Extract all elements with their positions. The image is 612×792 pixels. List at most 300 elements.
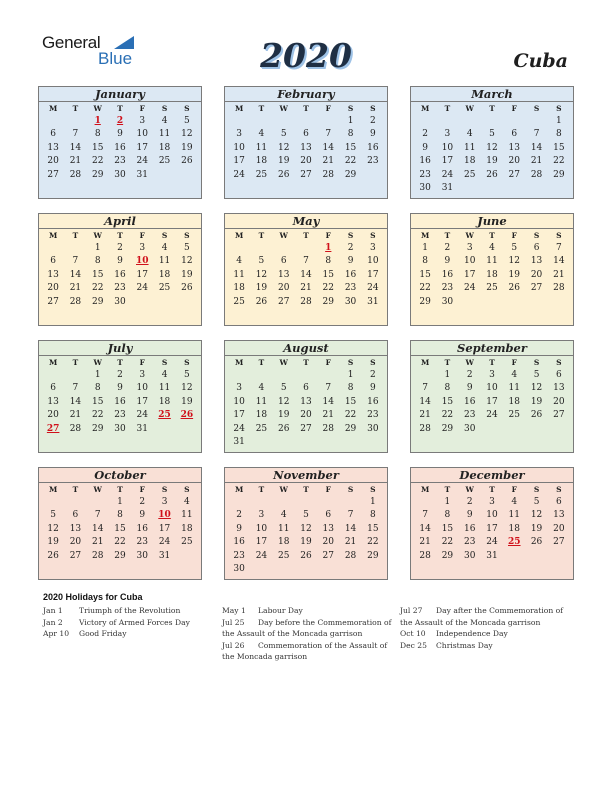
day-cell: 2 <box>347 243 354 253</box>
day-cell: 18 <box>508 396 520 407</box>
day-cell: 8 <box>347 383 354 394</box>
day-cell: 15 <box>553 142 565 153</box>
day-cell: 16 <box>114 396 126 407</box>
day-cell: 28 <box>322 423 334 434</box>
weekday-header: T <box>489 231 495 240</box>
month-days-grid <box>225 483 387 576</box>
day-cell: 10 <box>136 383 148 394</box>
holiday-date: Oct 10 <box>400 629 426 638</box>
day-cell: 20 <box>69 537 82 548</box>
day-cell: 6 <box>533 243 540 253</box>
empty-cell <box>228 115 250 128</box>
weekday-header: T <box>489 358 495 367</box>
weekday-header: T <box>489 104 495 113</box>
day-cell: 29 <box>91 423 104 434</box>
weekday-header: W <box>465 104 474 113</box>
month-may <box>224 213 388 326</box>
day-cell: 24 <box>136 156 148 167</box>
weekday-header: F <box>325 485 331 494</box>
day-cell: 5 <box>183 370 190 380</box>
day-cell: 8 <box>325 256 332 267</box>
holiday-day-cell: 1 <box>94 116 101 126</box>
weekday-header: T <box>72 485 79 494</box>
weekday-header: T <box>303 485 309 494</box>
weekday-header: S <box>370 231 376 240</box>
day-cell: 19 <box>181 269 193 280</box>
day-cell: 1 <box>347 116 354 126</box>
day-cell: 1 <box>422 243 428 253</box>
day-cell: 23 <box>419 169 431 180</box>
month-days-grid <box>411 356 573 436</box>
day-cell: 15 <box>344 396 357 407</box>
holiday-day-cell: 25 <box>508 537 521 548</box>
holiday-item <box>400 628 570 640</box>
weekday-header: T <box>444 231 451 240</box>
day-cell: 5 <box>511 243 518 253</box>
day-cell: 30 <box>114 169 126 180</box>
day-cell: 28 <box>530 169 543 180</box>
day-cell: 28 <box>553 283 565 294</box>
day-cell: 23 <box>463 537 476 548</box>
day-cell: 22 <box>344 410 357 421</box>
month-days-grid <box>39 356 201 436</box>
day-cell: 13 <box>322 523 334 534</box>
month-march <box>410 86 574 199</box>
holiday-date: Jul 25 <box>222 617 245 627</box>
day-cell: 5 <box>183 116 190 126</box>
weekday-header: F <box>511 358 517 367</box>
holiday-column <box>43 605 213 640</box>
weekday-header: S <box>161 231 168 240</box>
day-cell: 26 <box>47 550 59 561</box>
day-cell: 28 <box>69 169 82 180</box>
day-cell: 17 <box>136 142 148 153</box>
day-cell: 31 <box>158 550 171 561</box>
day-cell: 19 <box>47 537 59 548</box>
empty-cell <box>273 242 295 255</box>
weekday-header: S <box>533 104 540 113</box>
day-cell: 28 <box>69 423 82 434</box>
day-cell: 18 <box>486 269 498 280</box>
empty-cell <box>250 115 272 128</box>
day-cell: 26 <box>181 283 193 294</box>
day-cell: 21 <box>69 410 82 421</box>
empty-cell <box>436 115 458 128</box>
day-cell: 7 <box>555 243 562 253</box>
day-cell: 4 <box>161 243 168 253</box>
day-cell: 26 <box>530 410 543 421</box>
day-cell: 2 <box>117 243 123 253</box>
empty-cell <box>273 496 295 509</box>
weekday-header: M <box>420 358 430 367</box>
day-cell: 28 <box>419 550 431 561</box>
empty-cell <box>414 369 436 382</box>
weekday-header: T <box>258 485 265 494</box>
day-cell: 20 <box>47 410 59 421</box>
holiday-item <box>222 640 392 663</box>
weekday-header: M <box>420 104 430 113</box>
day-cell: 30 <box>344 296 357 307</box>
day-cell: 31 <box>136 423 148 434</box>
month-title: January <box>39 87 201 102</box>
day-cell: 9 <box>117 129 123 140</box>
day-cell: 6 <box>280 256 287 267</box>
holiday-name: Commemoration of the Assault of the Moncada garrison <box>222 640 388 661</box>
weekday-header: S <box>556 358 562 367</box>
day-cell: 20 <box>553 523 565 534</box>
day-cell: 3 <box>258 510 265 521</box>
day-cell: 30 <box>441 296 454 307</box>
weekday-header: M <box>234 485 244 494</box>
weekday-header: S <box>556 485 562 494</box>
day-cell: 19 <box>255 283 268 294</box>
day-cell: 9 <box>347 256 354 267</box>
day-cell: 4 <box>236 256 242 267</box>
weekday-header: S <box>161 104 168 113</box>
day-cell: 19 <box>486 156 498 167</box>
day-cell: 12 <box>300 523 312 534</box>
holiday-item <box>43 605 213 617</box>
day-cell: 21 <box>530 156 543 167</box>
month-december <box>410 467 574 580</box>
day-cell: 20 <box>300 410 312 421</box>
day-cell: 6 <box>511 129 518 140</box>
day-cell: 11 <box>463 142 476 153</box>
day-cell: 3 <box>466 243 473 253</box>
empty-cell <box>42 496 64 509</box>
weekday-header: S <box>184 104 190 113</box>
day-cell: 5 <box>533 497 540 507</box>
month-july <box>38 340 202 453</box>
month-april <box>38 213 202 326</box>
day-cell: 21 <box>553 269 565 280</box>
holiday-name: Victory of Armed Forces Day <box>79 617 190 627</box>
empty-cell <box>295 496 317 509</box>
month-june <box>410 213 574 326</box>
empty-cell <box>339 496 361 509</box>
day-cell: 9 <box>422 142 428 153</box>
day-cell: 8 <box>94 256 101 267</box>
day-cell: 4 <box>489 243 495 253</box>
day-cell: 15 <box>367 523 379 534</box>
day-cell: 21 <box>344 537 357 548</box>
empty-cell <box>42 369 64 382</box>
day-cell: 8 <box>347 129 354 140</box>
day-cell: 8 <box>94 129 101 140</box>
weekday-header: F <box>511 104 517 113</box>
day-cell: 25 <box>277 550 290 561</box>
day-cell: 9 <box>369 129 376 140</box>
day-cell: 10 <box>463 256 476 267</box>
day-cell: 27 <box>530 283 543 294</box>
day-cell: 20 <box>300 156 312 167</box>
day-cell: 22 <box>91 156 104 167</box>
weekday-header: W <box>279 485 288 494</box>
weekday-header: S <box>161 485 168 494</box>
day-cell: 27 <box>69 550 82 561</box>
weekday-header: W <box>93 485 102 494</box>
day-cell: 27 <box>553 537 565 548</box>
weekday-header: F <box>325 358 331 367</box>
day-cell: 19 <box>181 396 193 407</box>
weekday-header: S <box>347 358 354 367</box>
day-cell: 10 <box>233 142 245 153</box>
month-title: August <box>225 341 387 356</box>
day-cell: 6 <box>303 383 309 394</box>
month-title: April <box>39 214 201 229</box>
day-cell: 28 <box>419 423 431 434</box>
day-cell: 9 <box>236 523 242 534</box>
day-cell: 25 <box>255 423 268 434</box>
day-cell: 28 <box>322 169 334 180</box>
weekday-header: M <box>420 485 430 494</box>
day-cell: 30 <box>463 423 476 434</box>
day-cell: 20 <box>47 156 59 167</box>
holiday-name: Day before the Commemoration of the Assault of the Moncada garrison <box>222 617 392 638</box>
day-cell: 7 <box>422 383 428 394</box>
day-cell: 17 <box>233 156 245 167</box>
empty-cell <box>295 242 317 255</box>
weekday-header: F <box>139 231 145 240</box>
day-cell: 29 <box>91 169 104 180</box>
day-cell: 24 <box>441 169 454 180</box>
day-cell: 11 <box>233 269 245 280</box>
weekday-header: S <box>184 231 190 240</box>
day-cell: 19 <box>300 537 312 548</box>
day-cell: 7 <box>533 129 540 140</box>
day-cell: 25 <box>463 169 476 180</box>
day-cell: 3 <box>236 383 242 394</box>
day-cell: 6 <box>325 510 332 521</box>
day-cell: 14 <box>300 269 312 280</box>
weekday-header: W <box>93 231 102 240</box>
day-cell: 21 <box>300 283 312 294</box>
day-cell: 5 <box>489 129 495 140</box>
weekday-header: T <box>258 231 265 240</box>
day-cell: 16 <box>419 156 431 167</box>
day-cell: 3 <box>489 497 495 507</box>
empty-cell <box>317 496 339 509</box>
weekday-header: T <box>303 358 309 367</box>
weekday-header: W <box>465 358 474 367</box>
day-cell: 29 <box>419 296 431 307</box>
day-cell: 2 <box>369 370 376 380</box>
weekday-header: S <box>370 358 376 367</box>
day-cell: 8 <box>422 256 428 267</box>
day-cell: 25 <box>181 537 193 548</box>
day-cell: 7 <box>347 510 354 521</box>
day-cell: 21 <box>69 283 82 294</box>
day-cell: 16 <box>463 396 476 407</box>
day-cell: 31 <box>367 296 379 307</box>
weekday-header: S <box>533 485 540 494</box>
day-cell: 17 <box>441 156 454 167</box>
weekday-header: W <box>465 485 474 494</box>
day-cell: 11 <box>508 383 520 394</box>
day-cell: 31 <box>486 550 498 561</box>
holiday-item <box>43 628 213 640</box>
day-cell: 2 <box>466 497 473 507</box>
day-cell: 12 <box>47 523 59 534</box>
weekday-header: S <box>533 231 540 240</box>
day-cell: 29 <box>344 169 357 180</box>
day-cell: 7 <box>94 510 101 521</box>
day-cell: 16 <box>114 142 126 153</box>
holiday-name: Triumph of the Revolution <box>79 606 181 615</box>
day-cell: 20 <box>553 396 565 407</box>
day-cell: 24 <box>255 550 268 561</box>
weekday-header: T <box>258 358 265 367</box>
day-cell: 4 <box>161 370 168 380</box>
day-cell: 21 <box>419 537 431 548</box>
day-cell: 23 <box>463 410 476 421</box>
weekday-header: T <box>72 104 79 113</box>
day-cell: 6 <box>50 256 56 267</box>
weekday-header: S <box>533 358 540 367</box>
weekday-header: M <box>48 358 58 367</box>
day-cell: 13 <box>508 142 520 153</box>
weekday-header: S <box>184 485 190 494</box>
day-cell: 6 <box>50 383 56 394</box>
weekday-header: F <box>139 358 145 367</box>
holiday-date: Jul 26 <box>222 640 245 650</box>
day-cell: 15 <box>441 396 454 407</box>
day-cell: 11 <box>158 129 171 140</box>
holiday-day-cell: 2 <box>116 116 124 126</box>
day-cell: 3 <box>139 243 146 253</box>
day-cell: 12 <box>530 383 543 394</box>
day-cell: 4 <box>511 370 518 380</box>
day-cell: 11 <box>277 523 290 534</box>
weekday-header: M <box>48 104 58 113</box>
weekday-header: F <box>139 104 145 113</box>
month-title: October <box>39 468 201 483</box>
day-cell: 22 <box>322 283 334 294</box>
day-cell: 3 <box>369 243 376 253</box>
weekday-header: M <box>234 104 244 113</box>
day-cell: 23 <box>441 283 454 294</box>
holidays-heading: 2020 Holidays for Cuba <box>43 592 143 602</box>
day-cell: 13 <box>300 396 312 407</box>
day-cell: 7 <box>422 510 428 521</box>
holiday-date: Apr 10 <box>43 629 70 638</box>
day-cell: 15 <box>344 142 357 153</box>
empty-cell <box>503 115 525 128</box>
day-cell: 20 <box>322 537 334 548</box>
day-cell: 25 <box>508 410 520 421</box>
holiday-item <box>222 617 392 640</box>
day-cell: 8 <box>444 383 451 394</box>
day-cell: 17 <box>136 396 148 407</box>
day-cell: 30 <box>114 296 126 307</box>
day-cell: 24 <box>367 283 379 294</box>
holiday-name: Independence Day <box>436 629 508 638</box>
day-cell: 26 <box>277 169 290 180</box>
day-cell: 23 <box>136 537 148 548</box>
day-cell: 1 <box>369 497 376 507</box>
day-cell: 11 <box>181 510 193 521</box>
day-cell: 9 <box>444 256 451 267</box>
month-title: May <box>225 214 387 229</box>
month-january <box>38 86 202 199</box>
day-cell: 7 <box>72 256 79 267</box>
holiday-item <box>43 617 213 629</box>
day-cell: 27 <box>508 169 520 180</box>
weekday-header: W <box>279 231 288 240</box>
day-cell: 15 <box>419 269 431 280</box>
weekday-header: T <box>117 231 123 240</box>
day-cell: 3 <box>236 129 242 140</box>
day-cell: 14 <box>91 523 104 534</box>
day-cell: 23 <box>367 156 379 167</box>
holiday-date: Jan 2 <box>43 617 63 627</box>
month-title: December <box>411 468 573 483</box>
day-cell: 14 <box>69 396 82 407</box>
day-cell: 16 <box>114 269 126 280</box>
day-cell: 12 <box>181 383 193 394</box>
day-cell: 6 <box>50 129 56 140</box>
day-cell: 12 <box>181 129 193 140</box>
day-cell: 4 <box>258 129 265 140</box>
day-cell: 1 <box>444 497 451 507</box>
day-cell: 24 <box>486 537 498 548</box>
holiday-day-cell: 10 <box>158 510 171 521</box>
day-cell: 27 <box>277 296 290 307</box>
day-cell: 27 <box>300 169 312 180</box>
day-cell: 23 <box>233 550 245 561</box>
day-cell: 23 <box>344 283 357 294</box>
weekday-header: F <box>139 485 145 494</box>
weekday-header: T <box>303 104 309 113</box>
day-cell: 20 <box>47 283 59 294</box>
day-cell: 17 <box>233 410 245 421</box>
day-cell: 27 <box>553 410 565 421</box>
day-cell: 19 <box>277 156 290 167</box>
day-cell: 25 <box>255 169 268 180</box>
day-cell: 14 <box>553 256 565 267</box>
day-cell: 9 <box>117 256 123 267</box>
weekday-header: W <box>93 358 102 367</box>
day-cell: 20 <box>508 156 520 167</box>
day-cell: 7 <box>303 256 309 267</box>
empty-cell <box>459 115 481 128</box>
day-cell: 25 <box>486 283 498 294</box>
day-cell: 15 <box>441 523 454 534</box>
day-cell: 18 <box>181 523 193 534</box>
weekday-header: M <box>234 358 244 367</box>
day-cell: 12 <box>255 269 268 280</box>
weekday-header: T <box>258 104 265 113</box>
weekday-header: W <box>93 104 102 113</box>
month-title: February <box>225 87 387 102</box>
day-cell: 27 <box>322 550 334 561</box>
weekday-header: F <box>511 485 517 494</box>
day-cell: 25 <box>158 156 171 167</box>
day-cell: 18 <box>158 396 171 407</box>
day-cell: 8 <box>117 510 123 521</box>
day-cell: 17 <box>486 396 498 407</box>
day-cell: 17 <box>255 537 268 548</box>
day-cell: 15 <box>322 269 334 280</box>
day-cell: 11 <box>158 256 171 267</box>
day-cell: 7 <box>72 129 79 140</box>
day-cell: 30 <box>419 182 431 193</box>
weekday-header: S <box>347 104 354 113</box>
holiday-name: Day after the Commemoration of the Assault of the Moncada garrison <box>400 606 564 627</box>
day-cell: 19 <box>181 142 193 153</box>
day-cell: 24 <box>136 410 148 421</box>
calendar-year: 2020 <box>260 36 352 75</box>
